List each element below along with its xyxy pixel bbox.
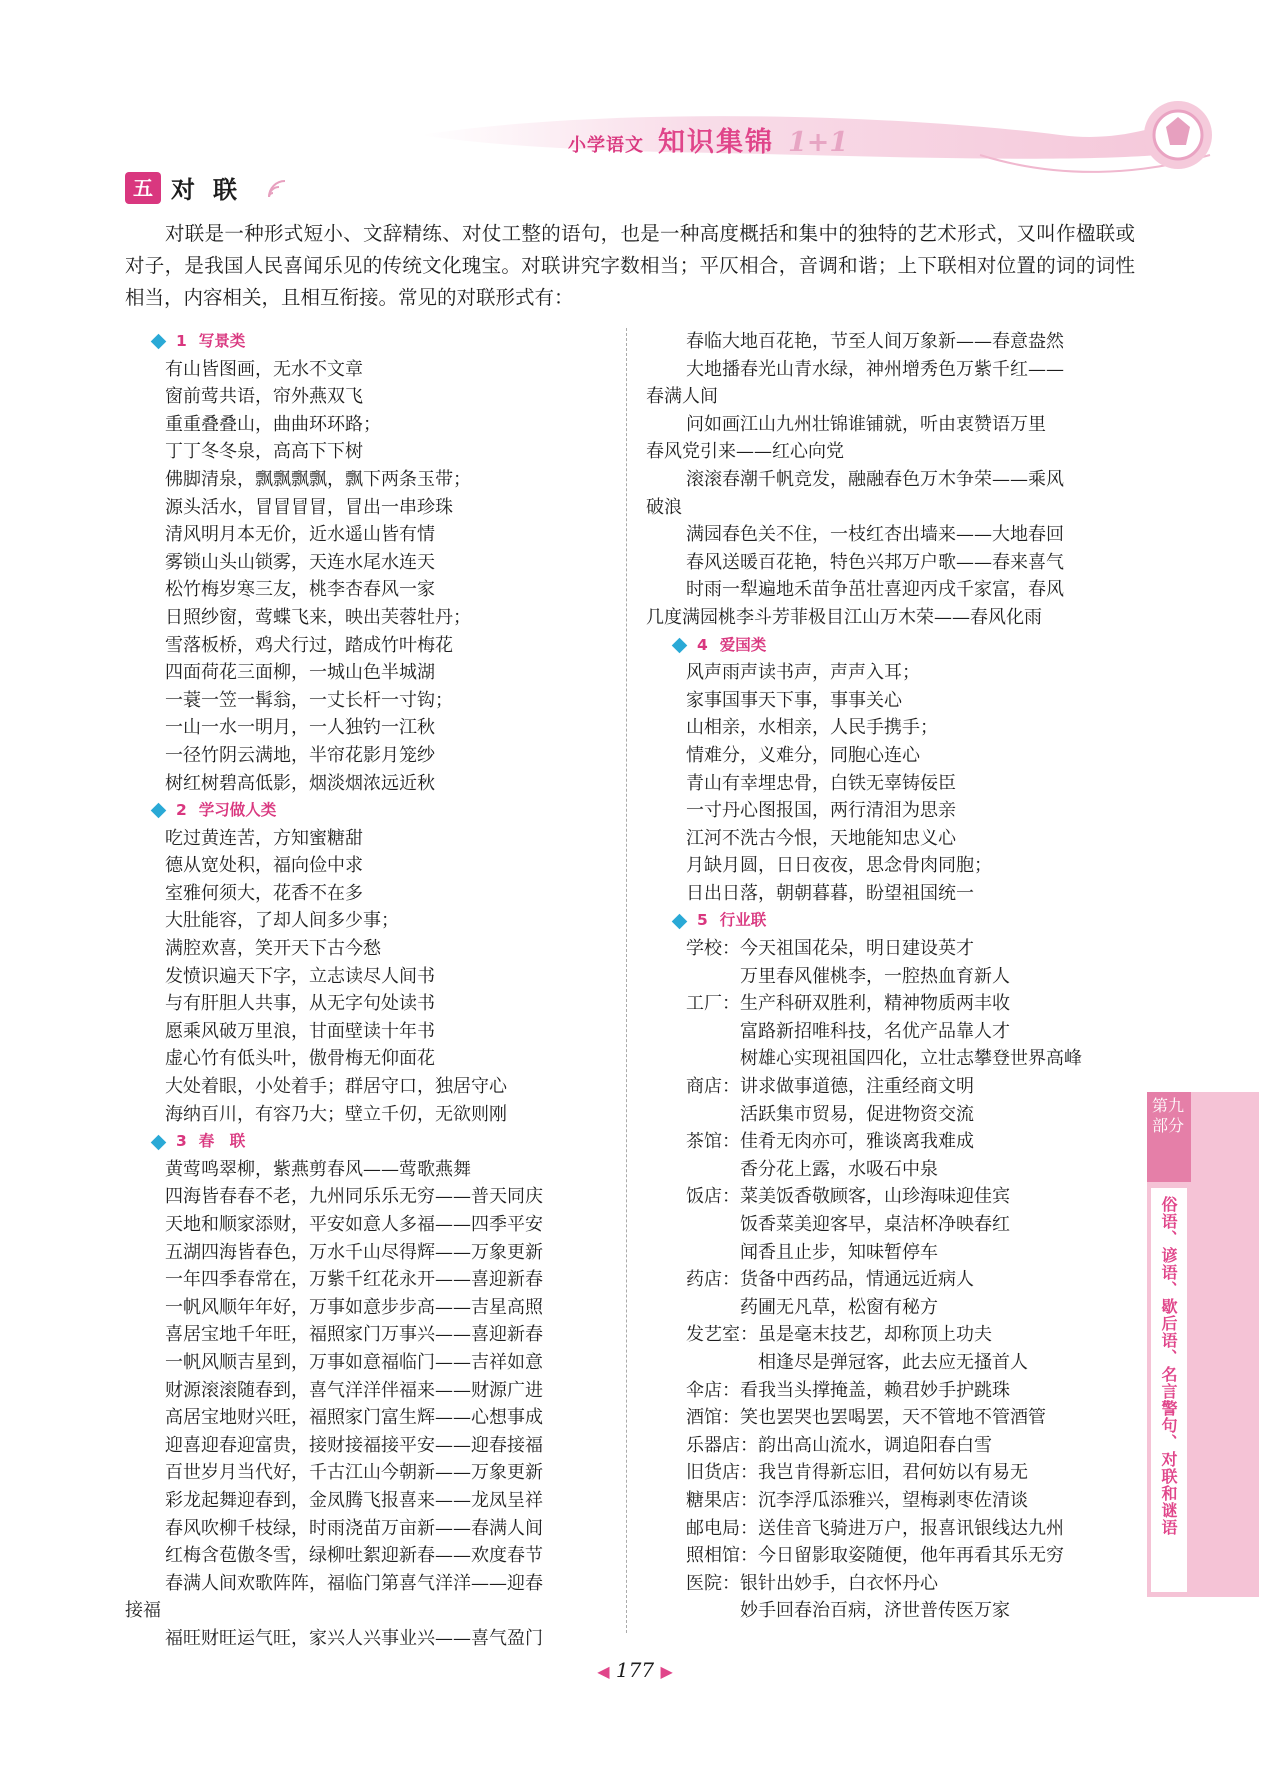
trade-couplet: [646, 1183, 1126, 1266]
couplet-line: 满腔欢喜，笑开天下古今愁: [165, 938, 381, 960]
trade-lines: [758, 1321, 1028, 1376]
couplet-line: 吃过黄连苦，方知蜜糖甜: [165, 827, 363, 849]
couplet-line: 我岂肯得新忘旧，君何妨以有易无: [758, 1462, 1028, 1484]
couplet-line: 发愤识遍天下字，立志读尽人间书: [165, 965, 435, 987]
couplet-line: 树雄心实现祖国四化，立壮志攀登世界高峰: [740, 1048, 1082, 1070]
trade-couplet: [646, 1073, 1126, 1128]
couplet-line: 一寸丹心图报国，两行清泪为思亲: [686, 800, 956, 822]
couplet-line: 喜居宝地千年旺，福照家门万事兴——喜迎新春: [165, 1324, 543, 1346]
category-heading-learning: [125, 797, 615, 825]
left-column: [125, 328, 615, 1653]
couplet-line-main: 时雨一犁遍地禾苗争茁壮喜迎丙戌千家富，春风: [686, 579, 1064, 601]
couplet-line: 看我当头撑掩盖，赖君妙手护跳珠: [740, 1379, 1010, 1401]
trade-couplet: [646, 1570, 1126, 1625]
couplet-line: 生产科研双胜利，精神物质两丰收: [740, 993, 1010, 1015]
couplet-line: 愿乘风破万里浪，甘面壁读十年书: [165, 1020, 435, 1042]
couplet-line: 韵出高山流水，调追阳春白雪: [758, 1434, 992, 1456]
couplet-line: 一蓑一笠一髯翁，一丈长杆一寸钩；: [165, 689, 453, 711]
couplet-line: 笑也罢哭也罢喝罢，天不管地不管酒管: [740, 1407, 1046, 1429]
category-number: 3: [176, 1132, 187, 1151]
couplet-line: 江河不洗古今恨，天地能知忠义心: [686, 827, 956, 849]
couplet-line: 风声雨声读书声，声声入耳；: [686, 662, 920, 684]
trade-name: 邮电局：: [686, 1517, 758, 1539]
couplet-line: [125, 1570, 615, 1625]
couplet-line: 虽是毫末技艺，却称顶上功夫: [758, 1324, 992, 1346]
couplet-line: 富路新招唯科技，名优产品靠人才: [740, 1020, 1010, 1042]
couplet-line: 四海皆春春不老，九州同乐乐无穷——普天同庆: [165, 1186, 543, 1208]
couplet-line: 有山皆图画，无水不文章: [165, 358, 363, 380]
chapter-part-label: 第九部分: [1151, 1096, 1184, 1135]
trade-name: 医院：: [686, 1572, 740, 1594]
category-title: 爱国类: [719, 635, 767, 654]
couplet-line: 迎喜迎春迎富贵，接财接福接平安——迎春接福: [165, 1434, 543, 1456]
section-number-badge: 五: [125, 172, 161, 204]
couplet-line: 高居宝地财兴旺，福照家门富生辉——心想事成: [165, 1407, 543, 1429]
trade-couplet: [646, 1459, 1126, 1487]
couplet-line: [646, 356, 1126, 411]
couplet-line-main: 问如画江山九州壮锦谁铺就，听由衷赞语万里: [686, 413, 1046, 435]
couplet-line: 清风明月本无价，近水遥山皆有情: [165, 524, 435, 546]
trade-lines: [758, 1432, 992, 1460]
couplet-line: 一帆风顺吉星到，万事如意福临门——吉祥如意: [165, 1351, 543, 1373]
couplet-line: 饭香菜美迎客早，桌洁杯净映春红: [740, 1214, 1010, 1235]
trade-name: 学校：: [686, 938, 740, 960]
couplet-line: 一年四季春常在，万紫千红花永开——喜迎新春: [165, 1269, 543, 1291]
couplet-line: 重重叠叠山，曲曲环环路；: [165, 413, 381, 435]
couplet-line: 百世岁月当代好，千古江山今朝新——万象更新: [165, 1462, 543, 1484]
couplet-line: 佛脚清泉，飘飘飘飘，飘下两条玉带；: [165, 468, 471, 490]
trade-lines: [758, 1542, 1064, 1570]
category-heading-patriotic: [646, 632, 1126, 660]
header-series: 知识集锦: [658, 127, 774, 158]
trade-lines: [740, 1377, 1010, 1405]
header-subject: 小学语文: [568, 135, 644, 156]
couplet-line: 菜美饭香敬顾客，山珍海味迎佳宾: [740, 1186, 1010, 1208]
couplet-line: 五湖四海皆春色，万水千山尽得辉——万象更新: [165, 1241, 543, 1263]
couplet-line: 一径竹阴云满地，半帘花影月笼纱: [165, 744, 435, 766]
right-column: [646, 328, 1126, 1625]
category-number: 1: [176, 332, 187, 350]
trade-name: 商店：: [686, 1076, 740, 1098]
intro-paragraph: 对联是一种形式短小、文辞精练、对仗工整的语句，也是一种高度概括和集中的独特的艺术形式，又叫作楹联或对子，是我国人民喜闻乐见的传统文化瑰宝。对联讲究字数相当；平仄相合，音调和谐；上下联相对位置的词的词性相当，内容相关，且相互衔接。常见的对联形式有：: [125, 222, 1135, 309]
couplet-line: 一山一水一明月，一人独钓一江秋: [165, 717, 435, 739]
couplet-line: [646, 466, 1126, 521]
couplet-line-main: 滚滚春潮千帆竞发，融融春色万木争荣——乘风: [686, 468, 1064, 490]
couplet-line: 雪落板桥，鸡犬行过，踏成竹叶梅花: [165, 634, 453, 656]
column-divider: [626, 328, 627, 1633]
category-heading-spring: [125, 1128, 615, 1156]
page-number-value: 177: [615, 1658, 655, 1682]
category-number: 5: [697, 911, 708, 930]
couplet-line: 日照纱窗，莺蝶飞来，映出芙蓉牡丹；: [165, 606, 471, 628]
couplet-line: 今日留影取姿随便，他年再看其乐无穷: [758, 1545, 1064, 1567]
section-title: 对联: [171, 175, 255, 204]
trade-lines: [758, 1487, 1028, 1515]
couplet-line: 春风吹柳千枝绿，时雨浇苗万亩新——春满人间: [165, 1517, 543, 1539]
trade-lines: [740, 1570, 1010, 1625]
couplet-line: 天地和顺家添财，平安如意人多福——四季平安: [165, 1214, 543, 1235]
category-heading-trades: [646, 907, 1126, 935]
trade-couplet: [646, 1321, 1126, 1376]
couplet-line-continued: 春满人间: [646, 386, 718, 408]
header-edition: 1+1: [788, 127, 849, 158]
diamond-bullet-icon: [151, 803, 167, 819]
couplet-line: 雾锁山头山锁雾，天连水尾水连天: [165, 551, 435, 573]
trade-lines: [758, 1459, 1028, 1487]
trade-couplet: [646, 935, 1126, 990]
couplet-line: 春临大地百花艳，节至人间万象新——春意盎然: [686, 331, 1064, 352]
diamond-bullet-icon: [151, 1134, 167, 1150]
couplet-line: 沉李浮瓜添雅兴，望梅剥枣佐清谈: [758, 1489, 1028, 1511]
trade-name: 工厂：: [686, 993, 740, 1015]
couplet-line-continued: 春风党引来——红心向党: [646, 441, 844, 463]
couplet-line: 佳肴无肉亦可，雅谈离我难成: [740, 1131, 974, 1153]
trade-lines: [740, 1404, 1046, 1432]
couplet-line: 虚心竹有低头叶，傲骨梅无仰面花: [165, 1048, 435, 1070]
couplet-line: [646, 411, 1126, 466]
signal-waves-icon: [265, 175, 295, 201]
category-number: 4: [697, 635, 708, 654]
couplet-line: 月缺月圆，日日夜夜，思念骨肉同胞；: [686, 855, 992, 877]
couplet-line-main: 春满人间欢歌阵阵，福临门第喜气洋洋——迎春: [165, 1572, 543, 1594]
couplet-line: 窗前莺共语，帘外燕双飞: [165, 386, 363, 408]
couplet-line: 与有肝胆人共事，从无字句处读书: [165, 993, 435, 1015]
couplet-line: 家事国事天下事，事事关心: [686, 689, 902, 711]
trade-name: 照相馆：: [686, 1545, 758, 1567]
couplet-line: 闻香且止步，知味暂停车: [740, 1241, 938, 1263]
trade-lines: [740, 1073, 974, 1128]
couplet-line: 源头活水，冒冒冒冒，冒出一串珍珠: [165, 496, 453, 518]
page-number: [590, 1658, 680, 1682]
couplet-line: 大肚能容，了却人间多少事；: [165, 910, 399, 932]
couplet-line: 大处着眼，小处着手；群居守口，独居守心: [165, 1076, 507, 1098]
trade-couplet-list: [646, 935, 1126, 1625]
couplet-line: 一帆风顺年年好，万事如意步步高——吉星高照: [165, 1296, 543, 1318]
couplet-line: 四面荷花三面柳，一城山色半城湖: [165, 662, 435, 684]
trade-name: 伞店：: [686, 1379, 740, 1401]
category-title: 学习做人类: [198, 801, 277, 820]
couplet-line: 松竹梅岁寒三友，桃李杏春风一家: [165, 579, 435, 601]
couplet-line: 财源滚滚随春到，喜气洋洋伴福来——财源广进: [165, 1379, 543, 1401]
trade-lines: [758, 1515, 1064, 1543]
left-arrow-icon: ◀: [597, 1662, 610, 1681]
couplet-line: 彩龙起舞迎春到，金凤腾飞报喜来——龙凤呈祥: [165, 1489, 543, 1511]
trade-couplet: [646, 1404, 1126, 1432]
couplet-line-continued: 破浪: [646, 496, 682, 518]
diamond-bullet-icon: [151, 334, 167, 350]
couplet-line: 今天祖国花朵，明日建设英才: [740, 938, 974, 960]
trade-couplet: [646, 1542, 1126, 1570]
trade-lines: [740, 935, 1010, 990]
trade-lines: [740, 1183, 1010, 1266]
chapter-topic-label: 俗语、谚语、歇后语、名言警句、对联和谜语: [1159, 1196, 1178, 1536]
couplet-line: 红梅含苞傲冬雪，绿柳吐絮迎新春——欢度春节: [165, 1545, 543, 1567]
diamond-bullet-icon: [672, 913, 688, 929]
trade-name: 发艺室：: [686, 1324, 758, 1346]
trade-lines: [740, 1266, 974, 1321]
trade-lines: [740, 1128, 974, 1183]
trade-lines: [740, 990, 1082, 1073]
couplet-line: 日出日落，朝朝暮暮，盼望祖国统一: [686, 882, 974, 904]
diamond-bullet-icon: [672, 638, 688, 654]
trade-name: 乐器店：: [686, 1434, 758, 1456]
couplet-line: 德从宽处积，福向俭中求: [165, 855, 363, 877]
couplet-line: 情难分，义难分，同胞心连心: [686, 744, 920, 766]
couplet-line: 银针出妙手，白衣怀丹心: [740, 1572, 938, 1594]
couplet-line: 相逢尽是弹冠客，此去应无搔首人: [758, 1351, 1028, 1373]
category-title: 行业联: [719, 911, 767, 930]
couplet-line: 树红树碧高低影，烟淡烟浓远近秋: [165, 772, 435, 794]
flower-icon: [1144, 101, 1212, 169]
trade-couplet: [646, 1487, 1126, 1515]
couplet-line-main: 大地播春光山青水绿，神州增秀色万紫千红——: [686, 358, 1064, 380]
category-title: 写景类: [198, 332, 246, 350]
trade-name: 旧货店：: [686, 1462, 758, 1484]
couplet-line: 送佳音飞骑进万户，报喜讯银线达九州: [758, 1517, 1064, 1539]
trade-couplet: [646, 990, 1126, 1073]
trade-couplet: [646, 1515, 1126, 1543]
couplet-line: 讲求做事道德，注重经商文明: [740, 1076, 974, 1098]
couplet-line-continued: 几度满园桃李斗芳菲极目江山万木荣——春风化雨: [646, 606, 1042, 628]
trade-name: 茶馆：: [686, 1131, 740, 1153]
couplet-line: 福旺财旺运气旺，家兴人兴事业兴——喜气盈门: [165, 1627, 543, 1649]
section-heading: [125, 170, 295, 205]
running-header: [568, 120, 848, 160]
couplet-line: 室雅何须大，花香不在多: [165, 882, 363, 904]
right-arrow-icon: ▶: [660, 1662, 673, 1681]
trade-name: 药店：: [686, 1269, 740, 1291]
couplet-line: 黄莺鸣翠柳，紫燕剪春风——莺歌燕舞: [165, 1158, 471, 1180]
couplet-line: 丁丁冬冬泉，高高下下树: [165, 441, 363, 463]
couplet-line: 活跃集市贸易，促进物资交流: [740, 1103, 974, 1125]
trade-couplet: [646, 1377, 1126, 1405]
trade-couplet: [646, 1266, 1126, 1321]
couplet-line: 香分花上露，水吸石中泉: [740, 1158, 938, 1180]
trade-name: 饭店：: [686, 1186, 740, 1208]
trade-name: 酒馆：: [686, 1407, 740, 1429]
category-heading-scenery: [125, 328, 615, 356]
couplet-line: 青山有幸埋忠骨，白铁无辜铸佞臣: [686, 772, 956, 794]
couplet-line: 货备中西药品，情通远近病人: [740, 1269, 974, 1291]
couplet-line-continued: 接福: [125, 1600, 161, 1622]
trade-couplet: [646, 1128, 1126, 1183]
couplet-line: 海纳百川，有容乃大；壁立千仞，无欲则刚: [165, 1103, 507, 1125]
category-title: 春 联: [198, 1132, 246, 1151]
trade-couplet: [646, 1432, 1126, 1460]
couplet-line: 万里春风催桃李，一腔热血育新人: [740, 965, 1010, 987]
couplet-line: 满园春色关不住，一枝红杏出墙来——大地春回: [686, 524, 1064, 546]
category-number: 2: [176, 801, 187, 820]
couplet-line: 药圃无凡草，松窗有秘方: [740, 1296, 938, 1318]
trade-name: 糖果店：: [686, 1489, 758, 1511]
couplet-line: [646, 576, 1126, 631]
couplet-line: 春风送暖百花艳，特色兴邦万户歌——春来喜气: [686, 551, 1064, 573]
couplet-line: 妙手回春治百病，济世普传医万家: [740, 1600, 1010, 1622]
couplet-line: 山相亲，水相亲，人民手携手；: [686, 717, 938, 739]
